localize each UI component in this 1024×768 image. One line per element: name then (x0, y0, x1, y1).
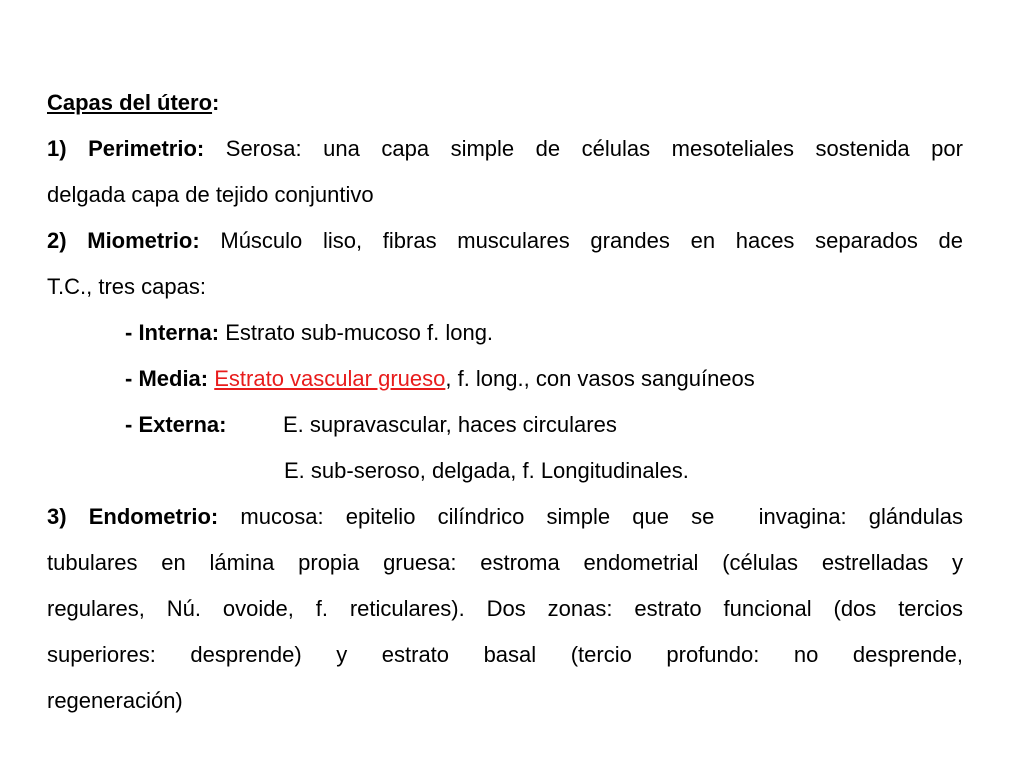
perimetrio-line-1 (47, 126, 963, 172)
perimetrio-line-2: delgada capa de tejido conjuntivo (47, 182, 374, 207)
miometrio-interna (47, 310, 963, 356)
slide-title (47, 80, 963, 126)
perimetrio-label: 1) Perimetrio: (47, 136, 205, 161)
interna-label: - Interna: (125, 320, 220, 345)
endometrio-line-2: tubulares en lámina propia gruesa: estroma endometrial (células estrelladas y (47, 550, 963, 575)
miometrio-text-1: Músculo liso, fibras musculares grandes en haces separados de (220, 228, 963, 253)
endometrio-line-1 (47, 494, 963, 540)
endometrio-line-3: regulares, Nú. ovoide, f. reticulares). Dos zonas: estrato funcional (dos tercios (47, 596, 963, 621)
perimetrio-text-1: Serosa: una capa simple de células mesoteliales sostenida por (225, 136, 963, 161)
endometrio-label: 3) Endometrio: (47, 504, 219, 529)
externa-text-2: E. sub-seroso, delgada, f. Longitudinales. (284, 458, 689, 483)
externa-label: - Externa: (125, 412, 227, 437)
miometrio-externa (47, 402, 963, 448)
endometrio-line-5: regeneración) (47, 688, 183, 713)
title-colon: : (212, 90, 220, 115)
miometrio-label: 2) Miometrio: (47, 228, 200, 253)
media-label: - Media: (125, 366, 209, 391)
media-highlight: Estrato vascular grueso (214, 366, 446, 391)
endometrio-line-4: superiores: desprende) y estrato basal (tercio profundo: no desprende, (47, 642, 963, 667)
interna-text: Estrato sub-mucoso f. long. (225, 320, 494, 345)
media-text: , f. long., con vasos sanguíneos (445, 366, 755, 391)
miometrio-line-2: T.C., tres capas: (47, 274, 206, 299)
miometrio-media (47, 356, 963, 402)
externa-text-1: E. supravascular, haces circulares (283, 412, 617, 437)
endometrio-text-1: mucosa: epitelio cilíndrico simple que se invagina: glándulas (240, 504, 963, 529)
title-text: Capas del útero (47, 90, 213, 115)
slide-content (47, 80, 963, 724)
miometrio-line-1 (47, 218, 963, 264)
